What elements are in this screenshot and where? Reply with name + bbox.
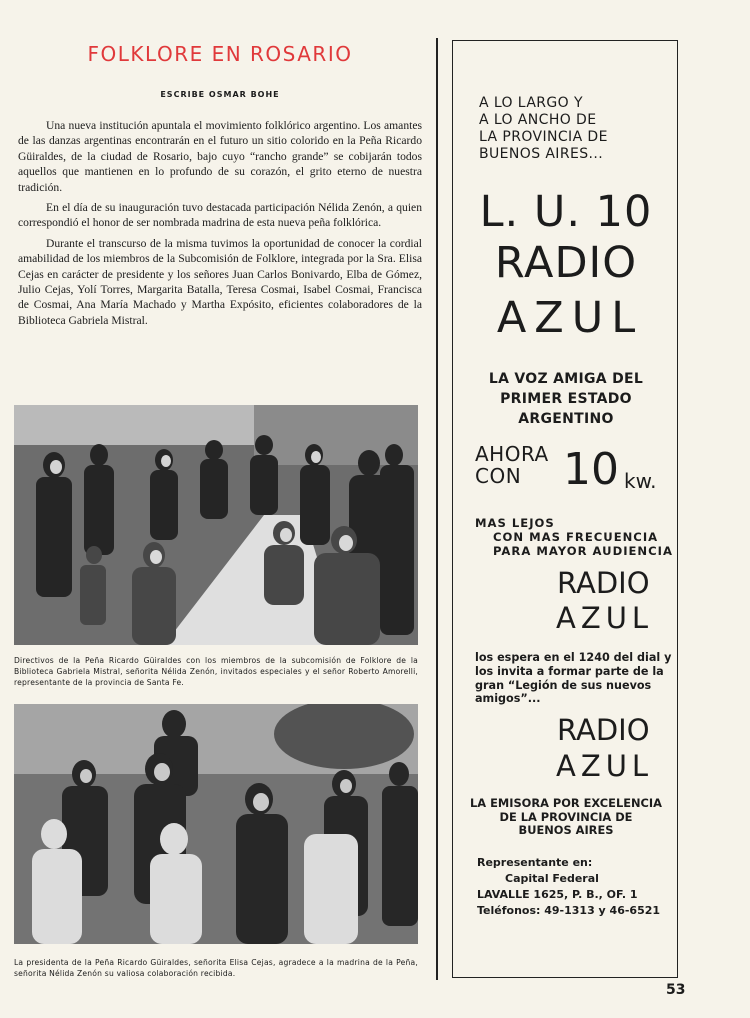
column-divider [436, 38, 438, 980]
ad-power-unit: kw. [624, 469, 657, 493]
ad-rep-city: Capital Federal [505, 872, 599, 885]
ad-station-call-sign: L. U. 10 [479, 187, 653, 237]
ad-azul-heading: AZUL [496, 293, 644, 343]
ad-feature-line: CON MAS FRECUENCIA [493, 529, 659, 544]
dance-photo [14, 704, 418, 944]
article-paragraph: En el día de su inauguración tuvo destacada participación Nélida Zenón, a quien correspondió el honor de ser nombrada madrina de esta nueva peña folklórica. [18, 201, 422, 230]
ad-feature-line: PARA MAYOR AUDIENCIA [493, 543, 673, 558]
article-title: FOLKLORE EN ROSARIO [87, 42, 353, 66]
ad-azul-logo: AZUL [556, 601, 654, 635]
ad-rep-phones: Teléfonos: 49-1313 y 46-6521 [477, 904, 661, 917]
ad-ahora-con: AHORA CON [475, 442, 549, 488]
article-paragraph: Durante el transcurso de la misma tuvimos la oportunidad de conocer la cordial amabilidad de los miembros de la Subcomisión de Folklore, integrada por la Sra. Elisa Cejas en carácter de presidente y los señores Juan Carlos Bonivardo, Elba de Gómez, Julio Cejas, Yolí Torres, Margarita Batalla, Teresa Cosmai, Isabel Cosmai, Francisca de Cosmai, Ana María Machado y Martha Expósito, eficientes colaboradores de la Biblioteca Gabriela Mistral. [18, 236, 422, 327]
ad-invitation: los espera en el 1240 del dial y los invita a formar parte de la gran “Legión de sus nuevos amigos”... [475, 651, 672, 706]
photo-caption: Directivos de la Peña Ricardo Güiraldes con los miembros de la subcomisión de Folklore de la Biblioteca Gabriela Mistral, señorita Nélida Zenón, invitados especiales y el señor Roberto Amorelli, representante de la provincia de Santa Fe. [14, 656, 418, 688]
article-byline: ESCRIBE OSMAR BOHE [160, 90, 280, 99]
ad-radio-logo: RADIO [557, 713, 650, 747]
photo-caption: La presidenta de la Peña Ricardo Güiraldes, señorita Elisa Cejas, agradece a la madrina de la Peña, señorita Nélida Zenón su valiosa colaboración recibida. [14, 958, 418, 979]
ad-emisora-text: LA EMISORA POR EXCELENCIA DE LA PROVINCIA DE BUENOS AIRES [470, 796, 662, 838]
ad-features [475, 517, 675, 558]
radio-azul-advertisement [452, 40, 678, 978]
dance-photo-image [14, 704, 418, 944]
ad-representative [477, 855, 673, 919]
ad-intro-text: A LO LARGO Y A LO ANCHO DE LA PROVINCIA DE BUENOS AIRES... [479, 95, 608, 162]
ad-rep-label: Representante en: [477, 856, 593, 869]
article-body [18, 118, 422, 333]
article-paragraph: Una nueva institución apuntala el movimiento folklórico argentino. Los amantes de las danzas argentinas encontrarán en el futuro un sitio colorido en la Peña Ricardo Güiraldes, de la ciudad de Rosario, bajo cuyo “rancho grande” se cobijarán todos aquellos que mantienen en lo profundo de su corazón, el grito eterno de nuestra tradición. [18, 119, 422, 194]
page-number: 53 [666, 982, 686, 998]
banquet-photo [14, 405, 418, 645]
banquet-photo-image [14, 405, 418, 645]
ad-slogan: LA VOZ AMIGA DEL PRIMER ESTADO ARGENTINO [488, 371, 644, 427]
ad-feature-line: MAS LEJOS [475, 516, 555, 530]
ad-rep-address: LAVALLE 1625, P. B., OF. 1 [477, 888, 638, 901]
ad-azul-logo: AZUL [556, 749, 654, 783]
ad-radio-logo: RADIO [557, 566, 650, 600]
ad-radio-heading: RADIO [494, 238, 638, 288]
ad-power-value: 10 [563, 444, 619, 495]
